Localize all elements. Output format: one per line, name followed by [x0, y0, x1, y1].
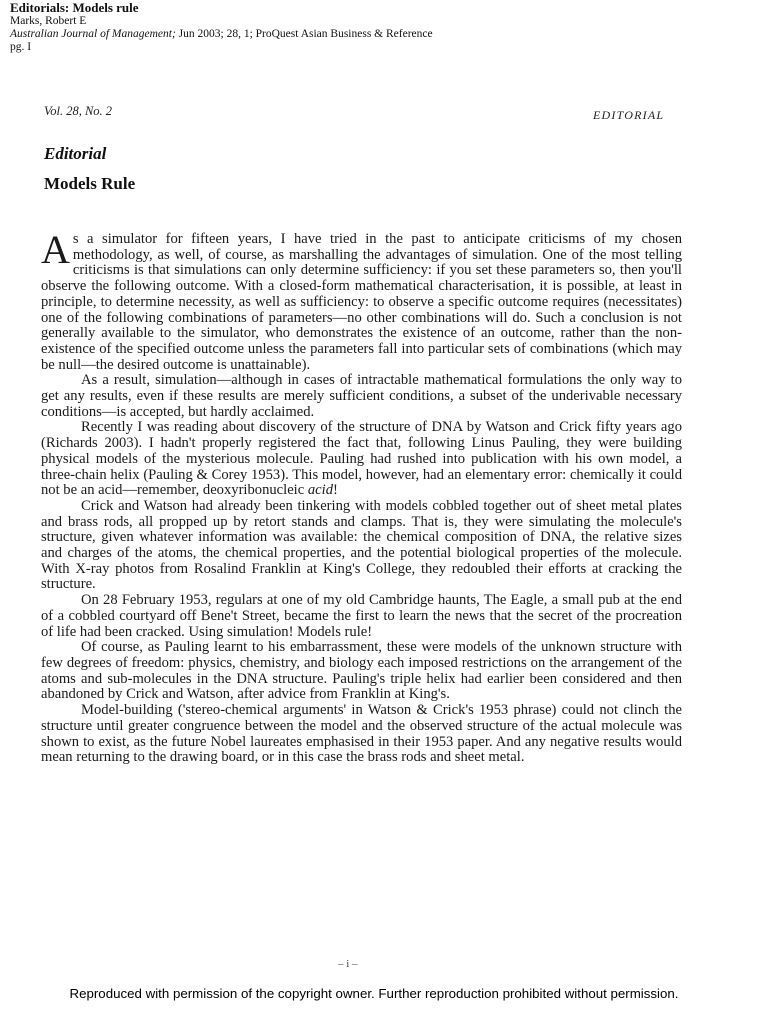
volume-label: Vol. 28, No. 2	[44, 104, 113, 118]
paragraph-5: On 28 February 1953, regulars at one of my old Cambridge haunts, The Eagle, a small pub at the end of a cobbled courtyard off Bene't Street, became the first to learn the news that the secret of the procreation of life had been cracked. Using simulation! Models rule!	[41, 592, 682, 640]
paragraph-4: Crick and Watson had already been tinkering with models cobbled together out of sheet metal plates and brass rods, all propped up by retort stands and clamps. That is, they were simulating the molecule's structure, given whatever information was available: the chemical composition of DNA, the relative sizes and charges of the atoms, the chemical properties, and the potential biological properties of the molecule. With X-ray photos from Rosalind Franklin at King's College, they redoubled their efforts at cracking the structure.	[41, 497, 682, 593]
citation-header	[10, 0, 750, 55]
copyright-footer: Reproduced with permission of the copyright owner. Further reproduction prohibited without permission.	[69, 986, 679, 1001]
citation-line	[10, 28, 750, 41]
paragraph-2: As a result, simulation—although in cases of intractable mathematical formulations the only way to get any results, even if these results are merely sufficient conditions, a subset of the underivable necessary conditions—is accepted, but hardly acclaimed.	[41, 372, 682, 420]
article-author: Marks, Robert E	[10, 15, 87, 27]
paragraph-1-text: s a simulator for fifteen years, I have tried in the past to anticipate criticisms of my chosen methodology, as well, of course, as marshalling the advantages of simulation. One of the most telling criticisms is that simulations can only determine sufficiency: if you set these parameters so, then you'll observe the following outcome. With a closed-form mathematical characterisation, it is possible, at least in principle, to determine necessity, as well as sufficiency: to observe a specific outcome requires (necessitates) one of the following combinations of parameters—no other combinations will do. Such a conclusion is not generally available to the simulator, who demonstrates the existence of an outcome, rather than the non-existence of the specified outcome unless the parameters fall into particular sets of combinations (which may be null—the desired outcome is unattainable).	[41, 231, 682, 373]
page-number: – i –	[338, 958, 358, 970]
drop-cap: A	[41, 227, 70, 272]
paragraph-3-text: Recently I was reading about discovery of the structure of DNA by Watson and Crick fifty years ago (Richards 2003). I hadn't properly registered the fact that, following Linus Pauling, they were building physical models of the mysterious molecule. Pauling had rushed into publication with his own model, a three-chain helix (Pauling & Corey 1953). This model, however, had an elementary error: chemically it could not be an acid—remember, deoxyribonucleic	[41, 419, 682, 499]
article-title: Editorials: Models rule	[10, 0, 139, 15]
paragraph-7: Model-building ('stereo-chemical arguments' in Watson & Crick's 1953 phrase) could not clinch the structure until greater congruence between the model and the observed structure of the actual molecule was shown to exist, as the future Nobel laureates emphasised in their 1953 paper. And any negative results would mean returning to the drawing board, or in this case the brass rods and sheet metal.	[41, 702, 682, 766]
citation-page: pg. I	[10, 41, 32, 54]
section-label: EDITORIAL	[593, 108, 665, 122]
editorial-title: Models Rule	[44, 174, 136, 193]
paragraph-3	[41, 420, 682, 499]
editorial-heading: Editorial	[44, 144, 107, 163]
article-body	[41, 227, 682, 766]
paragraph-3-end: !	[333, 482, 338, 499]
paragraph-6: Of course, as Pauling learnt to his embarrassment, these were models of the unknown structure with few degrees of freedom: physics, chemistry, and biology each imposed restrictions on the arrangement of the atoms and sub-molecules in the DNA structure. Pauling's triple helix had earlier been considered and then abandoned by Crick and Watson, after advice from Franklin at King's.	[41, 639, 682, 703]
citation-details: Jun 2003; 28, 1; ProQuest Asian Business & Reference	[175, 28, 433, 41]
acid-emphasis: acid	[307, 482, 334, 499]
paragraph-1	[41, 227, 682, 373]
journal-name: Australian Journal of Management;	[10, 28, 176, 41]
